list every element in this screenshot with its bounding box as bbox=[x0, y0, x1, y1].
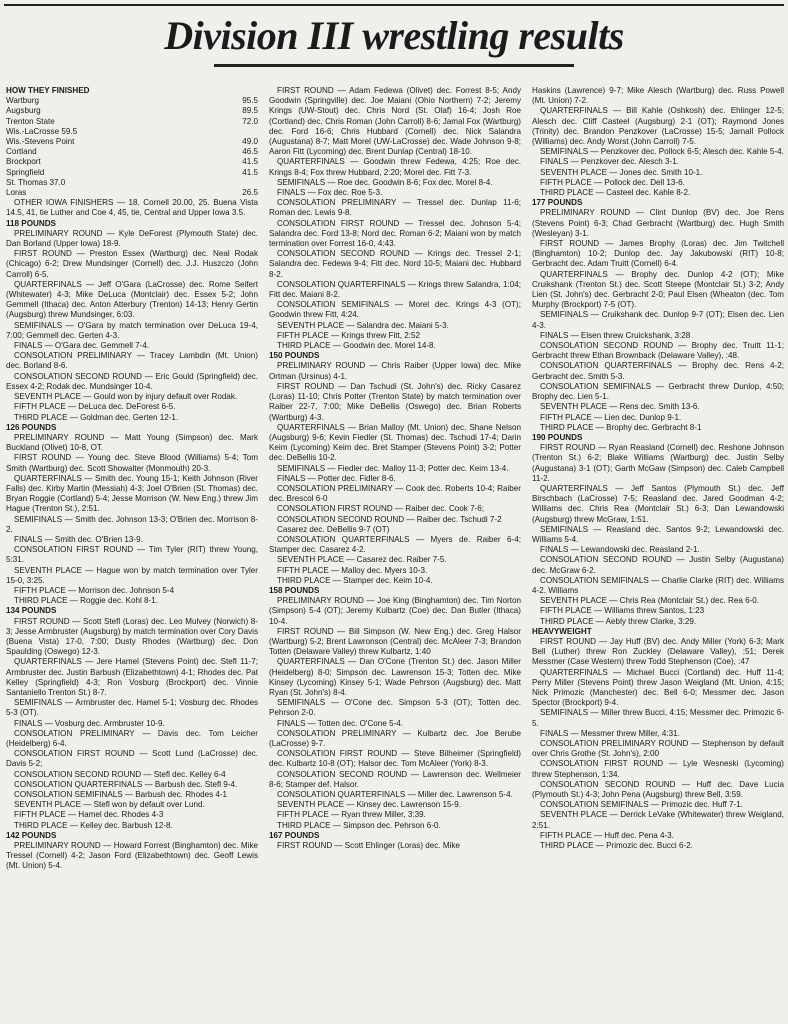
weight-class-heading: 126 POUNDS bbox=[6, 422, 57, 432]
result-paragraph: CONSOLATION QUARTERFINALS — Myers de. Raiber 6-4; Stamper dec. Casarez 4-2. bbox=[269, 534, 521, 555]
result-paragraph: QUARTERFINALS — Bill Kahle (Oshkosh) dec. Ehlinger 12-5; Alesch dec. Cliff Casteel (Augsburg) 2-1 (OT); Raymond Jones (Trinity) dec. Brandon Penzkover (LaCrosse) 15-5; Jarnall Pollock (Williams) dec. Andy Worst (John Carroll) 7-5. bbox=[532, 106, 784, 147]
team-name: St. Thomas 37.0 bbox=[6, 177, 66, 187]
team-name: Brockport bbox=[6, 157, 41, 167]
result-paragraph: FIFTH PLACE — Williams threw Santos, 1:23 bbox=[540, 606, 705, 616]
result-paragraph: QUARTERFINALS — Goodwin threw Fedewa, 4:25; Roe dec. Krings 8-4; Fox threw Hubbard, 2:20; Morel dec. Fitt 7-3. bbox=[269, 157, 521, 177]
result-paragraph: FIFTH PLACE — Ryan threw Miller, 3:39. bbox=[277, 810, 426, 820]
result-paragraph: FIFTH PLACE — Lien dec. Dunlop 9-1. bbox=[540, 412, 682, 422]
team-name: Trenton State bbox=[6, 116, 55, 126]
result-paragraph: SEMIFINALS — Penzkover dec. Pollock 6-5; Alesch dec. Kahle 5-4. bbox=[540, 147, 784, 157]
result-paragraph: CONSOLATION SECOND ROUND — Eric Gould (Springfield) dec. Essex 4-2; Rodak dec. Mundsinger 10-4. bbox=[6, 371, 258, 391]
result-paragraph: SEVENTH PLACE — Gould won by injury default over Rodak. bbox=[14, 392, 238, 402]
team-score: 41.5 bbox=[242, 167, 258, 177]
team-name: Cortland bbox=[6, 147, 37, 157]
standings-row bbox=[6, 137, 258, 147]
weight-class-heading: HEAVYWEIGHT bbox=[532, 626, 592, 636]
result-paragraph: SEVENTH PLACE — Jones dec. Smith 10-1. bbox=[540, 167, 703, 177]
result-paragraph: FINALS — Fox dec. Roe 5-3. bbox=[277, 188, 383, 198]
result-paragraph: SEVENTH PLACE — Kinsey dec. Lawrenson 15-9. bbox=[277, 800, 461, 810]
result-paragraph: PRELIMINARY ROUND — Kyle DeForest (Plymouth State) dec. Dan Borland (Upper Iowa) 18-9. bbox=[6, 228, 258, 249]
result-paragraph: FINALS — Totten dec. O'Cone 5-4. bbox=[277, 718, 404, 728]
result-paragraph: CONSOLATION QUARTERFINALS — Brophy dec. Rens 4-2; Gerbracht dec. Smith 5-3. bbox=[532, 361, 784, 381]
headline-underline bbox=[214, 64, 574, 67]
standings-row bbox=[6, 168, 258, 178]
result-paragraph: CONSOLATION FIRST ROUND — Scott Lund (LaCrosse) dec. Davis 5-2; bbox=[6, 749, 258, 769]
standings-row bbox=[6, 127, 258, 137]
result-paragraph: CONSOLATION SECOND ROUND — Krings dec. Tressel 2-1; Salandra dec. Fedewa 9-4; Fitt dec. Nord 10-5; Maiani dec. Hubbard 8-2. bbox=[269, 249, 521, 279]
result-paragraph: FINALS — O'Gara dec. Gemmell 7-4. bbox=[14, 341, 150, 351]
result-paragraph: CONSOLATION SECOND ROUND — Lawrenson dec. Wellmeier 8-6; Stamper def. Halsor. bbox=[269, 769, 521, 789]
result-paragraph: QUARTERFINALS — Jere Hamel (Stevens Point) dec. Stefl 11-7; Armbruster dec. Justin Barbush (Elizabethtown) 4-1; Rhodes dec. Pat Kelley (Springfield) 4-3; Ron Vosburg (Brockport) dec. Vinnie Santaniello Trenton St.) 8-7. bbox=[6, 657, 258, 697]
result-paragraph: THIRD PLACE — Stamper dec. Keim 10-4. bbox=[277, 575, 433, 585]
result-paragraph: QUARTERFINALS — Michael Bucci (Cortland) dec. Huff 11-4; Perry Miller (Stevens Point) threw Jason Weigland (Mt. Union, 4:15; Nick Primozic (Manchester) dec. Bell 6-0; Messmer dec. Jason Spector (Brockport) 9-4. bbox=[532, 667, 784, 708]
result-paragraph: CONSOLATION SEMIFINALS — Barbush dec. Rhodes 4-1 bbox=[14, 790, 228, 800]
result-paragraph: SEMIFINALS — O'Cone dec. Simpson 5-3 (OT); Totten dec. Pehrson 2-0. bbox=[269, 698, 521, 718]
team-score: 41.5 bbox=[242, 157, 258, 167]
result-paragraph: SEVENTH PLACE — Salandra dec. Maiani 5-3. bbox=[277, 320, 449, 330]
result-continued: Haskins (Lawrence) 9-7; Mike Alesch (Wartburg) dec. Russ Powell (Mt. Union) 7-2. bbox=[532, 86, 784, 106]
result-paragraph: FIRST ROUND — Scott Stefl (Loras) dec. Leo Mulvey (Norwich) 8-3; Jesse Armbruster (Augsburg) by match termination over Cory Davis (Buena Vista) 17-0, 7:00; Dusty Rhodes (Wartburg) dec. Don Spaulding (Oswego) 12-3. bbox=[6, 616, 258, 657]
result-paragraph: SEVENTH PLACE — Chris Rea (Montclair St.) dec. Rea 6-0. bbox=[540, 596, 760, 606]
headline: Division III wrestling results bbox=[164, 13, 624, 58]
result-paragraph: CONSOLATION PRELIMINARY — Kulbartz dec. Joe Berube (LaCrosse) 9-7. bbox=[269, 728, 521, 748]
result-paragraph: FIFTH PLACE — DeLuca dec. DeForest 6-5. bbox=[14, 402, 176, 412]
result-paragraph: QUARTERFINALS — Smith dec. Young 15-1; Keith Johnson (River Falls) dec. Kirby Martin (Messiah) 4-3; Joel O'Brien (St. Thomas) dec. Bryan Roggie (Cortland) 5-4; Jesse Morrison (W. New Eng.) threw Jim Hague (Trenton St.), 2:51. bbox=[6, 473, 258, 514]
team-name: Wartburg bbox=[6, 96, 39, 106]
column-3 bbox=[532, 86, 784, 851]
standings-row bbox=[6, 147, 258, 157]
standings-row bbox=[6, 106, 258, 116]
result-paragraph: CONSOLATION SECOND ROUND — Justin Selby (Augustana) dec. McGraw 6-2. bbox=[532, 555, 784, 575]
column-1-body bbox=[6, 198, 258, 871]
weight-class-heading: 167 POUNDS bbox=[269, 830, 320, 840]
result-paragraph: FIRST ROUND — James Brophy (Loras) dec. Jim Twitchell (Binghamton) 10-2; Dunlop dec. Jay Jakubowski (RIT) 10-8; Gerbracht dec. Adam Truitt (Cornell) 6-4. bbox=[532, 239, 784, 269]
result-paragraph: CONSOLATION FIRST ROUND — Steve Bilheimer (Springfield) dec. Kulbartz 10-8 (OT); Halsor dec. Tom McAleer (York) 8-3. bbox=[269, 749, 521, 769]
result-paragraph: SEMIFINALS — Armbruster dec. Hamel 5-1; Vosburg dec. Rhodes 5-3 (OT). bbox=[6, 698, 258, 718]
result-paragraph: THIRD PLACE — Goldman dec. Gerten 12-1. bbox=[14, 412, 179, 422]
result-paragraph: FIRST ROUND — Bill Simpson (W. New Eng.) dec. Greg Halsor (Wartburg) 5-2; Brent Lawronson (Central) dec. McAleer 7-3; Brandon Totten (Delaware Valley) threw Kulbartz, 1:40 bbox=[269, 626, 521, 657]
column-1 bbox=[6, 86, 258, 872]
result-paragraph: FIFTH PLACE — Krings threw Fitt, 2:52 bbox=[277, 330, 421, 340]
team-score: 72.0 bbox=[242, 116, 258, 126]
result-paragraph: CONSOLATION FIRST ROUND — Tim Tyler (RIT) threw Young, 5:31. bbox=[6, 545, 258, 565]
team-score: 95.5 bbox=[242, 96, 258, 106]
standings-row bbox=[6, 96, 258, 106]
team-score: 49.0 bbox=[242, 137, 258, 147]
result-paragraph: SEMIFINALS — Fiedler dec. Malloy 11-3; Potter dec. Keim 13-4. bbox=[277, 463, 509, 473]
result-paragraph: THIRD PLACE — Roggie dec. Kohl 8-1. bbox=[14, 596, 158, 606]
result-paragraph: QUARTERFINALS — Jeff Santos (Plymouth St.) dec. Jeff Birschbach (LaCrosse) 7-5; Reasland dec. Jared Goodman 4-2; Williams dec. Chris Rea (Montclair St.) 6-3; Dan Lewandowski (Augsburg) threw McGraw, 1:51. bbox=[532, 483, 784, 524]
result-paragraph: CONSOLATION SEMIFINALS — Morel dec. Krings 4-3 (OT); Goodwin threw Fitt, 4:24. bbox=[269, 300, 521, 320]
result-paragraph: PRELIMINARY ROUND — Matt Young (Simpson) dec. Mark Buckland (Olivet) 10-8, OT. bbox=[6, 432, 258, 453]
result-paragraph: CONSOLATION PRELIMINARY — Tracey Lambdin (Mt. Union) dec. Borland 8-6. bbox=[6, 351, 258, 371]
weight-class-heading: 134 POUNDS bbox=[6, 606, 57, 616]
result-paragraph: THIRD PLACE — Primozic dec. Bucci 6-2. bbox=[540, 841, 693, 851]
result-paragraph: FINALS — Messmer threw Miller, 4:31. bbox=[540, 728, 680, 738]
result-paragraph: SEMIFINALS — Miller threw Bucci, 4:15; Messmer dec. Primozic 6-5. bbox=[532, 708, 784, 728]
result-paragraph: FIRST ROUND — Preston Essex (Wartburg) dec. Neal Rodak (Chicago) 6-2; Drew Mundsinger (Cornell) dec. J.J. Huszczo (John Carroll) 6-5. bbox=[6, 249, 258, 279]
result-paragraph: FIRST ROUND — Young dec. Steve Blood (Williams) 5-4; Tom Smith (Wartburg) dec. Scott Showalter (Monmouth) 20-3. bbox=[6, 453, 258, 473]
result-paragraph: CONSOLATION SECOND ROUND — Huff dec. Dave Lucia (Plymouth St.) 4-3; John Pena (Augsburg) threw Bell, 3:59. bbox=[532, 779, 784, 800]
result-paragraph: CONSOLATION SECOND ROUND — Stefl dec. Kelley 6-4 bbox=[14, 769, 226, 779]
weight-class-heading: 150 POUNDS bbox=[269, 351, 320, 361]
result-paragraph: SEMIFINALS — Cruikshank dec. Dunlop 9-7 (OT); Elsen dec. Lien 4-3. bbox=[532, 310, 784, 330]
result-paragraph: CONSOLATION SEMIFINALS — Gerbracht threw Dunlop, 4:50; Brophy dec. Lien 5-1. bbox=[532, 381, 784, 402]
standings-row bbox=[6, 178, 258, 188]
result-paragraph: PRELIMINARY ROUND — Clint Dunlop (BV) dec. Joe Rens (Stevens Point) 6-3; Chad Gerbracht (Wartburg) dec. Hugh Smith (Wesleyan) 3-1. bbox=[532, 208, 784, 238]
column-2 bbox=[269, 86, 521, 851]
result-paragraph: FINALS — Smith dec. O'Brien 13-9. bbox=[14, 534, 143, 544]
result-paragraph: CONSOLATION FIRST ROUND — Tressel dec. Johnson 5-4; Salandra dec. Ford 13-8; Nord dec. Roman 6-2; Maiani won by match termination over Forrest 16-0, 4:43. bbox=[269, 218, 521, 249]
result-paragraph: FIRST ROUND — Scott Ehlinger (Loras) dec. Mike bbox=[277, 841, 460, 851]
result-paragraph: CONSOLATION PRELIMINARY ROUND — Stephenson by default over Chris Grothe (St. John's), 2:00 bbox=[532, 739, 784, 759]
team-score: 46.5 bbox=[242, 147, 258, 157]
result-paragraph: SEVENTH PLACE — Stefl won by default over Lund. bbox=[14, 800, 205, 810]
result-paragraph: CONSOLATION SECOND ROUND — Raiber dec. Tschudi 7-2 bbox=[277, 514, 502, 524]
result-paragraph: CONSOLATION QUARTERFINALS — Barbush dec. Stefl 9-4. bbox=[14, 779, 238, 789]
result-paragraph: QUARTERFINALS — Dan O'Cone (Trenton St.) dec. Jason Miller (Heidelberg) 8-0; Simpson dec. Lawrenson 15-3; Totten dec. Mike Kinsey (Lycoming) Kinsey 5-1; Wade Pehrson (Augsburg) dec. Matt Ryan (St. John's) 8-4. bbox=[269, 657, 521, 697]
result-paragraph: SEMIFINALS — Smith dec. Johnson 13-3; O'Brien dec. Morrison 8-2. bbox=[6, 514, 258, 534]
team-score: 26.5 bbox=[242, 188, 258, 198]
result-paragraph: QUARTERFINALS — Jeff O'Gara (LaCrosse) dec. Rome Seifert (Whitewater) 4-3; Mike DeLuca (Montclair) dec. Essex 5-2; John Gemmell (Ithaca) dec. Anton Atterbury (Trenton) 14-13; Henry Gertin (Augsburg) threw Mundsinger, 6:03. bbox=[6, 279, 258, 320]
result-paragraph: QUARTERFINALS — Brophy dec. Dunlop 4-2 (OT); Mike Cruikshank (Trenton St.) dec. Scott Steepe (Montclair St.) 3-2; Andy Lien (St. John's) dec. Gerbracht 2-0; Paul Elsen (Wheaton (dec. Tom Murphy (Brockport) 7-5 (OT). bbox=[532, 269, 784, 310]
team-standings bbox=[6, 96, 258, 198]
result-paragraph: FIRST ROUND — Adam Fedewa (Olivet) dec. Forrest 8-5; Andy Goodwin (Springville) dec. Joe Maiani (Ohio Northern) 7-2; Jeremy Krings (UW-Stout) dec. Chris Nord (St. Olaf) 16-4; Josh Roe (Cortland) dec. Chris Roman (John Carroll) 8-6; Jamal Fox (Wartburg) dec. Ford 16-6; Chris Hubbard (Cornell) dec. Nick Salandra (Augustana) 8-7; Matt Morel (UW-LaCrosse) dec. Wade Johnson 9-8; Aaron Fitt (Lycoming) dec. Brent Dunlap (Central) 18-10. bbox=[269, 86, 521, 157]
team-name: Loras bbox=[6, 188, 27, 198]
team-score: 89.5 bbox=[242, 106, 258, 116]
result-paragraph: FIFTH PLACE — Malloy dec. Myers 10-3. bbox=[277, 565, 428, 575]
standings-row bbox=[6, 117, 258, 127]
result-paragraph: THIRD PLACE — Simpson dec. Pehrson 6-0. bbox=[277, 820, 441, 830]
result-paragraph: FIFTH PLACE — Huff dec. Pena 4-3. bbox=[540, 830, 674, 840]
result-paragraph: FINALS — Potter dec. Fidler 8-6. bbox=[277, 473, 396, 483]
result-paragraph: CONSOLATION SECOND ROUND — Brophy dec. Truitt 11-1; Gerbracht threw Ethan Brownback (Delaware Valley), :48. bbox=[532, 341, 784, 361]
result-paragraph: THIRD PLACE — Brophy dec. Gerbracht 8-1 bbox=[540, 422, 702, 432]
result-paragraph: FIRST ROUND — Ryan Reasland (Cornell) dec. Reshone Johnson (Trenton St.) 6-2; Blake Williams (Wartburg) dec. Justin Selby (Augustana) 3-1 (OT); Garth McGaw (Simpson) dec. Caleb Campbell 11-2. bbox=[532, 443, 784, 483]
team-name: Wis.-LaCrosse 59.5 bbox=[6, 126, 78, 136]
result-paragraph: Casarez dec. DeBellis 9-7 (OT) bbox=[277, 524, 390, 534]
result-paragraph: CONSOLATION PRELIMINARY — Tressel dec. Dunlap 11-6; Roman dec. Lewis 9-8. bbox=[269, 198, 521, 218]
result-paragraph: OTHER IOWA FINISHERS — 18. Cornell 20.00, 25. Buena Vista 14.5, 41, tie Luther and Coe 4, 45, tie, Central and Upper Iowa 3.5. bbox=[6, 198, 258, 218]
team-name: Springfield bbox=[6, 167, 45, 177]
result-paragraph: FIFTH PLACE — Pollock dec. Dell 13-6. bbox=[540, 177, 685, 187]
result-paragraph: CONSOLATION PRELIMINARY — Davis dec. Tom Leicher (Heidelberg) 6-4. bbox=[6, 728, 258, 748]
result-paragraph: SEVENTH PLACE — Derrick LeVake (Whitewater) threw Weigland, 2:51. bbox=[532, 810, 784, 830]
result-paragraph: FINALS — Elsen threw Cruickshank, 3:28 bbox=[540, 330, 691, 340]
result-paragraph: FINALS — Vosburg dec. Armbruster 10-9. bbox=[14, 718, 165, 728]
standings-title: HOW THEY FINISHED bbox=[6, 86, 90, 95]
result-paragraph: CONSOLATION QUARTERFINALS — Miller dec. Lawrenson 5-4. bbox=[277, 790, 513, 800]
weight-class-heading: 190 POUNDS bbox=[532, 432, 583, 442]
weight-class-heading: 142 POUNDS bbox=[6, 830, 57, 840]
weight-class-heading: 177 POUNDS bbox=[532, 198, 583, 208]
result-paragraph: FIRST ROUND — Dan Tschudi (St. John's) dec. Ricky Casarez (Loras) 11-10; Chris Potter (Trenton State) by match termination over Raiber 22-7, 7:00; Mike DeBellis (Oswego) dec. Brian Roberts (Wartburg) 4-3. bbox=[269, 381, 521, 422]
result-paragraph: CONSOLATION SEMIFINALS — Primozic dec. Huff 7-1. bbox=[540, 800, 743, 810]
result-paragraph: SEMIFINALS — O'Gara by match termination over DeLuca 19-4, 7:00; Gemmell dec. Gerten 4-3. bbox=[6, 320, 258, 340]
result-paragraph: FINALS — Lewandowski dec. Reasland 2-1. bbox=[540, 545, 700, 555]
standings-row bbox=[6, 188, 258, 198]
result-paragraph: SEVENTH PLACE — Rens dec. Smith 13-6. bbox=[540, 402, 700, 412]
weight-class-heading: 118 POUNDS bbox=[6, 218, 56, 228]
result-paragraph: SEMIFINALS — Roe dec. Goodwin 8-6; Fox dec. Morel 8-4. bbox=[277, 177, 493, 187]
result-paragraph: SEMIFINALS — Reasland dec. Santos 9-2; Lewandowski dec. Williams 5-4. bbox=[532, 524, 784, 544]
result-paragraph: PRELIMINARY ROUND — Joe King (Binghamton) dec. Tim Norton (Simpson) 5-4 (OT); Jeremy Kulbartz (Coe) dec. Dan Butler (Ithaca) 10-4. bbox=[269, 596, 521, 626]
result-paragraph: FIRST ROUND — Jay Huff (BV) dec. Andy Miller (York) 6-3; Mark Bell (Luther) threw Ron Zuckley (Delaware Valley), :51; Derek Messmer (Case Western) threw Todd Stephenson (Coe), :47 bbox=[532, 636, 784, 667]
result-paragraph: CONSOLATION SEMIFINALS — Charlie Clarke (RIT) dec. Williams 4-2. Williams bbox=[532, 575, 784, 595]
result-paragraph: CONSOLATION QUARTERFINALS — Krings threw Salandra, 1:04; Fitt dec. Maiani 8-2. bbox=[269, 279, 521, 300]
result-paragraph: FINALS — Penzkover dec. Alesch 3-1. bbox=[540, 157, 680, 167]
result-paragraph: THIRD PLACE — Goodwin dec. Morel 14-8. bbox=[277, 341, 436, 351]
result-paragraph: PRELIMINARY ROUND — Howard Forrest (Binghamton) dec. Mike Tressel (Cornell) 4-2; Jason Ford (Elizabethtown) dec. Geoff Lewis (Mt. Union) 5-4. bbox=[6, 841, 258, 871]
result-paragraph: FIFTH PLACE — Morrison dec. Johnson 5-4 bbox=[14, 585, 175, 595]
result-paragraph: PRELIMINARY ROUND — Chris Raiber (Upper Iowa) dec. Mike Ortman (Ursinus) 4-1. bbox=[269, 361, 521, 381]
result-paragraph: QUARTERFINALS — Brian Malloy (Mt. Union) dec. Shane Nelson (Augsburg) 9-6; Kevin Fiedler (St. Thomas) dec. Tschudi 17-4; Darin Keim (Lycoming) Keim dec. Bret Stamper (Stevens Point) 3-2; Potter dec. DeBellis 10-2. bbox=[269, 422, 521, 463]
result-paragraph: FIFTH PLACE — Hamel dec. Rhodes 4-3 bbox=[14, 810, 164, 820]
weight-class-heading: 158 POUNDS bbox=[269, 585, 320, 595]
result-paragraph: THIRD PLACE — Aebly threw Clarke, 3:29. bbox=[540, 616, 697, 626]
result-paragraph: CONSOLATION PRELIMINARY — Cook dec. Roberts 10-4; Raiber dec. Brescol 6-0 bbox=[269, 483, 521, 504]
result-paragraph: CONSOLATION FIRST ROUND — Lyle Wesneski (Lycoming) threw Stephenson, 1:34. bbox=[532, 759, 784, 779]
result-paragraph: SEVENTH PLACE — Hague won by match termination over Tyler 15-0, 3:25. bbox=[6, 565, 258, 585]
team-name: Wis.-Stevens Point bbox=[6, 137, 75, 147]
result-paragraph: SEVENTH PLACE — Casarez dec. Raiber 7-5. bbox=[277, 555, 447, 565]
result-paragraph: THIRD PLACE — Casteel dec. Kahle 8-2. bbox=[540, 188, 691, 198]
result-paragraph: THIRD PLACE — Kelley dec. Barbush 12-8. bbox=[14, 820, 173, 830]
standings-row bbox=[6, 157, 258, 167]
top-rule bbox=[4, 4, 784, 6]
team-name: Augsburg bbox=[6, 106, 41, 116]
result-paragraph: CONSOLATION FIRST ROUND — Raiber dec. Cook 7-6; bbox=[277, 504, 485, 514]
